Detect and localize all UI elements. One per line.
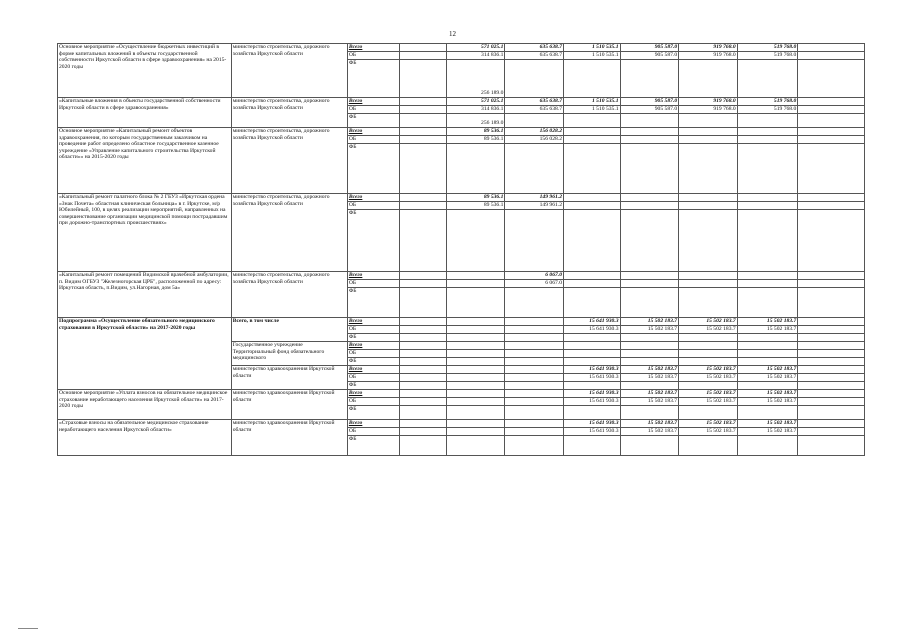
amount-cell <box>620 144 679 194</box>
amount-cell <box>620 128 679 136</box>
amount-cell <box>679 406 738 420</box>
amount-cell: 15 502 183.7 <box>737 398 798 406</box>
amount-cell <box>505 436 564 456</box>
executor-label: министерство строительства, дорожного хозяйства Иркутской области <box>231 272 347 318</box>
amount-cell <box>446 334 505 342</box>
amount-cell <box>505 350 564 358</box>
amount-cell: 15 502 183.7 <box>679 428 738 436</box>
amount-cell <box>505 318 564 326</box>
amount-cell <box>737 194 798 202</box>
empty-cell <box>798 98 865 106</box>
footer-line-left <box>18 628 38 629</box>
table-row <box>58 128 865 136</box>
empty-cell <box>798 428 865 436</box>
amount-cell: 15 502 183.7 <box>620 318 679 326</box>
amount-cell <box>563 280 620 288</box>
executor-label: Государственное учреждение Территориальный фонд обязательного медицинского <box>231 342 347 366</box>
amount-cell <box>446 272 505 280</box>
amount-cell <box>505 210 564 272</box>
amount-cell: 905 587.0 <box>620 52 679 60</box>
amount-cell <box>446 374 505 382</box>
amount-cell: 6 067.0 <box>505 280 564 288</box>
amount-cell <box>679 358 738 366</box>
amount-cell: 15 502 183.7 <box>679 374 738 382</box>
amount-cell <box>679 342 738 350</box>
empty-cell <box>798 288 865 318</box>
amount-cell: 149 961.2 <box>505 194 564 202</box>
amount-cell <box>505 358 564 366</box>
amount-cell <box>505 114 564 128</box>
empty-cell <box>400 272 446 280</box>
executor-label: министерство здравоохранения Иркутской области <box>231 420 347 456</box>
amount-cell <box>737 382 798 390</box>
amount-cell <box>620 272 679 280</box>
empty-cell <box>400 420 446 428</box>
funding-source: ФБ <box>347 210 400 272</box>
amount-cell <box>563 358 620 366</box>
amount-cell: 256 189.0 <box>446 114 505 128</box>
empty-cell <box>400 280 446 288</box>
amount-cell <box>505 428 564 436</box>
funding-source: Всего <box>347 342 400 350</box>
empty-cell <box>798 144 865 194</box>
amount-cell: 15 641 930.3 <box>563 374 620 382</box>
amount-cell: 1 510 535.1 <box>563 44 620 52</box>
funding-source: ОБ <box>347 280 400 288</box>
amount-cell: 15 502 183.7 <box>620 398 679 406</box>
amount-cell: 15 641 930.3 <box>563 326 620 334</box>
empty-cell <box>798 374 865 382</box>
amount-cell: 635 638.7 <box>505 44 564 52</box>
amount-cell: 15 641 930.3 <box>563 398 620 406</box>
amount-cell: 919 768.0 <box>679 98 738 106</box>
amount-cell <box>620 60 679 98</box>
amount-cell: 89 536.1 <box>446 136 505 144</box>
empty-cell <box>400 144 446 194</box>
amount-cell: 635 638.7 <box>505 98 564 106</box>
funding-source: Всего <box>347 318 400 326</box>
empty-cell <box>798 202 865 210</box>
amount-cell: 15 502 183.7 <box>620 428 679 436</box>
amount-cell <box>737 114 798 128</box>
amount-cell <box>563 210 620 272</box>
activity-label: «Капитальный ремонт помещений Видимской врачебной амбулатории, п. Видим ОГБУЗ "Железногорская ЦРБ", расположенной по адресу: Иркутская область, п.Видим, ул.Нагорная, дом 5а» <box>58 272 232 318</box>
amount-cell <box>679 288 738 318</box>
amount-cell: 905 587.0 <box>620 44 679 52</box>
table-row <box>58 98 865 106</box>
amount-cell: 314 836.1 <box>446 52 505 60</box>
amount-cell <box>620 436 679 456</box>
amount-cell: 905 587.0 <box>620 98 679 106</box>
amount-cell <box>563 114 620 128</box>
amount-cell: 635 638.7 <box>505 52 564 60</box>
empty-cell <box>400 342 446 350</box>
amount-cell: 1 510 535.1 <box>563 106 620 114</box>
empty-cell <box>400 210 446 272</box>
empty-cell <box>400 98 446 106</box>
amount-cell <box>737 350 798 358</box>
amount-cell: 15 641 930.3 <box>563 420 620 428</box>
amount-cell <box>446 358 505 366</box>
amount-cell <box>679 382 738 390</box>
amount-cell: 15 641 930.3 <box>563 428 620 436</box>
amount-cell: 519 768.0 <box>737 44 798 52</box>
amount-cell: 15 502 183.7 <box>620 366 679 374</box>
funding-source: ФБ <box>347 406 400 420</box>
empty-cell <box>400 334 446 342</box>
amount-cell <box>563 436 620 456</box>
empty-cell <box>798 272 865 280</box>
table-row <box>58 420 865 428</box>
amount-cell <box>737 210 798 272</box>
amount-cell <box>620 114 679 128</box>
empty-cell <box>400 44 446 52</box>
amount-cell <box>446 280 505 288</box>
amount-cell <box>679 202 738 210</box>
amount-cell <box>446 428 505 436</box>
amount-cell: 15 641 930.3 <box>563 390 620 398</box>
amount-cell: 15 502 183.7 <box>737 390 798 398</box>
amount-cell <box>563 382 620 390</box>
empty-cell <box>400 428 446 436</box>
amount-cell <box>505 288 564 318</box>
empty-cell <box>400 106 446 114</box>
page-number: 12 <box>449 30 456 38</box>
amount-cell <box>505 144 564 194</box>
amount-cell <box>737 288 798 318</box>
amount-cell: 15 502 183.7 <box>679 390 738 398</box>
executor-label: министерство здравоохранения Иркутской области <box>231 390 347 420</box>
amount-cell: 519 768.0 <box>737 98 798 106</box>
empty-cell <box>798 52 865 60</box>
amount-cell <box>446 390 505 398</box>
amount-cell: 15 502 183.7 <box>679 398 738 406</box>
amount-cell <box>446 398 505 406</box>
amount-cell <box>563 144 620 194</box>
activity-label: Основное мероприятие «Капитальный ремонт объектов здравоохранения, по которым государственным заказчиком на проведение работ определено областное государственное казенное учреждение «Управление капитального строительства Иркутской области»» на 2015-2020 годы <box>58 128 232 194</box>
amount-cell <box>563 334 620 342</box>
amount-cell: 15 641 930.3 <box>563 366 620 374</box>
amount-cell <box>737 406 798 420</box>
amount-cell <box>737 128 798 136</box>
empty-cell <box>798 366 865 374</box>
amount-cell <box>620 382 679 390</box>
empty-cell <box>798 436 865 456</box>
amount-cell: 89 536.1 <box>446 202 505 210</box>
amount-cell: 1 510 535.1 <box>563 52 620 60</box>
funding-source: Всего <box>347 272 400 280</box>
amount-cell <box>563 288 620 318</box>
empty-cell <box>400 128 446 136</box>
amount-cell <box>446 144 505 194</box>
empty-cell <box>798 358 865 366</box>
amount-cell <box>737 342 798 350</box>
funding-source: ОБ <box>347 136 400 144</box>
amount-cell <box>620 136 679 144</box>
funding-source: ФБ <box>347 436 400 456</box>
amount-cell: 635 638.7 <box>505 106 564 114</box>
funding-source: ФБ <box>347 382 400 390</box>
empty-cell <box>798 210 865 272</box>
amount-cell: 149 961.2 <box>505 202 564 210</box>
activity-label: «Капитальный ремонт палатного блока № 2 ГБУЗ «Иркутская ордена «Знак Почета» областная клиническая больница» в г. Иркутске, м/р Юбилейный, 100, в целях реализации мероприятий, направленных на совершенствование организации медицинской помощи пострадавшим при дорожно-транспортных происшествиях» <box>58 194 232 272</box>
amount-cell <box>679 114 738 128</box>
amount-cell <box>737 144 798 194</box>
amount-cell: 15 502 183.7 <box>679 318 738 326</box>
amount-cell <box>446 436 505 456</box>
funding-source: ОБ <box>347 428 400 436</box>
amount-cell <box>620 210 679 272</box>
table-row <box>58 390 865 398</box>
empty-cell <box>400 318 446 326</box>
amount-cell <box>446 406 505 420</box>
funding-source: Всего <box>347 194 400 202</box>
funding-source: ФБ <box>347 60 400 98</box>
amount-cell <box>737 280 798 288</box>
funding-source: ФБ <box>347 114 400 128</box>
empty-cell <box>798 114 865 128</box>
empty-cell <box>798 382 865 390</box>
empty-cell <box>798 350 865 358</box>
funding-source: ОБ <box>347 52 400 60</box>
amount-cell <box>737 358 798 366</box>
funding-source: ФБ <box>347 358 400 366</box>
empty-cell <box>798 106 865 114</box>
amount-cell: 905 587.0 <box>620 106 679 114</box>
empty-cell <box>400 374 446 382</box>
funding-source: ФБ <box>347 334 400 342</box>
empty-cell <box>400 406 446 420</box>
amount-cell <box>620 350 679 358</box>
amount-cell <box>505 374 564 382</box>
empty-cell <box>400 390 446 398</box>
empty-cell <box>400 52 446 60</box>
funding-source: Всего <box>347 390 400 398</box>
empty-cell <box>798 60 865 98</box>
amount-cell <box>505 420 564 428</box>
amount-cell: 15 502 183.7 <box>620 390 679 398</box>
amount-cell <box>620 202 679 210</box>
funding-source: ОБ <box>347 326 400 334</box>
amount-cell <box>679 334 738 342</box>
empty-cell <box>798 128 865 136</box>
empty-cell <box>400 136 446 144</box>
empty-cell <box>400 288 446 318</box>
amount-cell: 919 768.0 <box>679 44 738 52</box>
amount-cell: 15 502 183.7 <box>737 428 798 436</box>
amount-cell <box>563 406 620 420</box>
table-row <box>58 272 865 280</box>
amount-cell <box>505 60 564 98</box>
amount-cell <box>446 342 505 350</box>
empty-cell <box>400 326 446 334</box>
amount-cell <box>505 334 564 342</box>
empty-cell <box>400 382 446 390</box>
empty-cell <box>798 398 865 406</box>
amount-cell <box>505 390 564 398</box>
amount-cell <box>679 350 738 358</box>
amount-cell: 519 768.0 <box>737 52 798 60</box>
empty-cell <box>400 202 446 210</box>
amount-cell <box>679 436 738 456</box>
activity-label: «Капитальные вложения в объекты государственной собственности Иркутской области в сфере здравоохранения» <box>58 98 232 128</box>
empty-cell <box>798 334 865 342</box>
amount-cell <box>737 136 798 144</box>
empty-cell <box>400 350 446 358</box>
amount-cell <box>737 334 798 342</box>
empty-cell <box>798 390 865 398</box>
amount-cell <box>563 194 620 202</box>
amount-cell: 15 502 183.7 <box>737 374 798 382</box>
funding-source: Всего <box>347 44 400 52</box>
empty-cell <box>798 194 865 202</box>
funding-source: Всего <box>347 420 400 428</box>
funding-source: ОБ <box>347 106 400 114</box>
amount-cell <box>679 272 738 280</box>
executor-label: министерство строительства, дорожного хозяйства Иркутской области <box>231 128 347 194</box>
table-row <box>58 194 865 202</box>
executor-label: министерство строительства, дорожного хозяйства Иркутской области <box>231 98 347 128</box>
executor-label: министерство здравоохранения Иркутской области <box>231 366 347 390</box>
amount-cell <box>679 136 738 144</box>
amount-cell <box>563 272 620 280</box>
amount-cell: 6 067.0 <box>505 272 564 280</box>
executor-label: министерство строительства, дорожного хозяйства Иркутской области <box>231 194 347 272</box>
amount-cell <box>446 318 505 326</box>
amount-cell <box>737 202 798 210</box>
empty-cell <box>798 326 865 334</box>
amount-cell <box>505 342 564 350</box>
amount-cell: 256 189.0 <box>446 60 505 98</box>
empty-cell <box>798 280 865 288</box>
amount-cell: 156 028.2 <box>505 128 564 136</box>
amount-cell <box>679 128 738 136</box>
amount-cell: 1 510 535.1 <box>563 98 620 106</box>
subprogram-label: Подпрограмма «Осуществление обязательного медицинского страхования в Иркутской области» на 2017-2020 годы <box>58 318 232 390</box>
amount-cell <box>620 194 679 202</box>
funding-source: ОБ <box>347 202 400 210</box>
amount-cell <box>679 280 738 288</box>
activity-label: Основное мероприятие «Осуществление бюджетных инвестиций в форме капитальных вложений в объекты государственной собственности Иркутской области в сфере здравоохранения» на 2015-2020 годы <box>58 44 232 98</box>
funding-source: Всего <box>347 366 400 374</box>
amount-cell: 919 768.0 <box>679 106 738 114</box>
amount-cell <box>505 326 564 334</box>
amount-cell <box>446 350 505 358</box>
amount-cell <box>505 398 564 406</box>
funding-source: Всего <box>347 128 400 136</box>
amount-cell: 15 502 183.7 <box>737 366 798 374</box>
amount-cell <box>446 366 505 374</box>
amount-cell <box>620 334 679 342</box>
empty-cell <box>400 114 446 128</box>
empty-cell <box>798 342 865 350</box>
amount-cell: 571 025.1 <box>446 98 505 106</box>
amount-cell: 89 536.1 <box>446 128 505 136</box>
amount-cell: 15 502 183.7 <box>620 420 679 428</box>
amount-cell <box>679 144 738 194</box>
amount-cell <box>563 350 620 358</box>
amount-cell: 519 768.0 <box>737 106 798 114</box>
empty-cell <box>798 318 865 326</box>
amount-cell: 571 025.1 <box>446 44 505 52</box>
empty-cell <box>400 194 446 202</box>
executor-label: Всего, в том числе <box>231 318 347 342</box>
amount-cell <box>620 280 679 288</box>
amount-cell <box>505 382 564 390</box>
amount-cell: 15 502 183.7 <box>737 318 798 326</box>
amount-cell: 89 536.1 <box>446 194 505 202</box>
amount-cell <box>505 366 564 374</box>
amount-cell <box>563 136 620 144</box>
amount-cell <box>737 60 798 98</box>
empty-cell <box>798 406 865 420</box>
amount-cell <box>446 326 505 334</box>
amount-cell <box>446 288 505 318</box>
funding-source: ФБ <box>347 288 400 318</box>
amount-cell <box>737 272 798 280</box>
amount-cell: 156 028.2 <box>505 136 564 144</box>
amount-cell <box>563 128 620 136</box>
amount-cell <box>563 202 620 210</box>
amount-cell <box>446 420 505 428</box>
empty-cell <box>400 358 446 366</box>
amount-cell: 314 836.1 <box>446 106 505 114</box>
table-row <box>58 44 865 52</box>
activity-label: Основное мероприятие «Уплата взносов на обязательное медицинское страхование неработающего населения Иркутской области» на 2017-2020 годы <box>58 390 232 420</box>
empty-cell <box>400 366 446 374</box>
budget-table <box>57 43 865 456</box>
amount-cell <box>620 358 679 366</box>
empty-cell <box>400 398 446 406</box>
empty-cell <box>798 44 865 52</box>
amount-cell <box>620 406 679 420</box>
table-row <box>58 318 865 326</box>
amount-cell <box>563 342 620 350</box>
amount-cell <box>620 288 679 318</box>
funding-source: ФБ <box>347 144 400 194</box>
amount-cell <box>446 210 505 272</box>
executor-label: министерство строительства, дорожного хозяйства Иркутской области <box>231 44 347 98</box>
funding-source: ОБ <box>347 374 400 382</box>
amount-cell: 15 502 183.7 <box>620 326 679 334</box>
amount-cell <box>446 382 505 390</box>
amount-cell <box>679 60 738 98</box>
amount-cell: 15 502 183.7 <box>620 374 679 382</box>
empty-cell <box>798 136 865 144</box>
funding-source: ОБ <box>347 398 400 406</box>
amount-cell: 15 502 183.7 <box>679 366 738 374</box>
empty-cell <box>400 60 446 98</box>
amount-cell <box>679 194 738 202</box>
amount-cell: 15 502 183.7 <box>679 326 738 334</box>
amount-cell <box>737 436 798 456</box>
amount-cell: 919 768.0 <box>679 52 738 60</box>
amount-cell <box>620 342 679 350</box>
funding-source: Всего <box>347 98 400 106</box>
activity-label: «Страховые взносы на обязательное медицинское страхование неработающего населения Иркутской области» <box>58 420 232 456</box>
empty-cell <box>798 420 865 428</box>
amount-cell: 15 502 183.7 <box>737 420 798 428</box>
amount-cell: 15 502 183.7 <box>679 420 738 428</box>
funding-source: ОБ <box>347 350 400 358</box>
amount-cell <box>679 210 738 272</box>
amount-cell: 15 641 930.3 <box>563 318 620 326</box>
amount-cell: 15 502 183.7 <box>737 326 798 334</box>
empty-cell <box>400 436 446 456</box>
amount-cell <box>505 406 564 420</box>
amount-cell <box>563 60 620 98</box>
